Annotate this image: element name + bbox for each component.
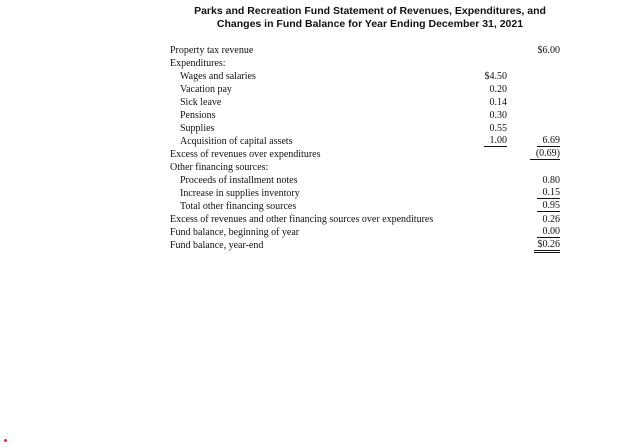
- row-label: Property tax revenue: [170, 45, 254, 56]
- amount-detail: 0.30: [489, 110, 507, 121]
- amount-detail: 1.00: [484, 135, 508, 147]
- statement-row: [170, 226, 562, 239]
- statement-row: [170, 213, 562, 226]
- amount-total: 0.15: [537, 187, 561, 199]
- amount-total: $0.26: [534, 239, 561, 253]
- row-label: Supplies: [180, 123, 215, 134]
- statement-row: [170, 187, 562, 200]
- statement-row: [170, 44, 562, 57]
- statement-row: [170, 109, 562, 122]
- row-label: Vacation pay: [180, 84, 232, 95]
- marker-dot: [4, 439, 7, 442]
- title-line-2: Changes in Fund Balance for Year Ending December 31, 2021: [216, 18, 524, 30]
- row-label: Increase in supplies inventory: [180, 188, 300, 199]
- statement-row: [170, 122, 562, 135]
- row-label: Wages and salaries: [180, 71, 256, 82]
- row-label: Fund balance, year-end: [170, 240, 264, 251]
- statement-row: [170, 148, 562, 161]
- statement-row: [170, 57, 562, 70]
- amount-detail: 0.14: [489, 97, 507, 108]
- statement-row: [170, 96, 562, 109]
- amount-detail: 0.20: [489, 84, 507, 95]
- amount-total: (0.69): [530, 148, 560, 160]
- amount-total: 0.26: [542, 214, 560, 225]
- statement-row: [170, 161, 562, 174]
- amount-detail: 0.55: [489, 123, 507, 134]
- row-label: Pensions: [180, 110, 216, 121]
- row-label: Expenditures:: [170, 58, 226, 69]
- row-label: Excess of revenues over expenditures: [170, 149, 321, 160]
- row-label: Excess of revenues and other financing sources over expenditures: [170, 214, 434, 225]
- amount-detail: $4.50: [484, 71, 507, 82]
- title-line-1: Parks and Recreation Fund Statement of Revenues, Expenditures, and: [194, 5, 546, 17]
- row-label: Other financing sources:: [170, 162, 269, 173]
- amount-total: $6.00: [537, 45, 560, 56]
- statement-table: [170, 44, 562, 252]
- statement-row: [170, 70, 562, 83]
- statement-row: [170, 239, 562, 252]
- row-label: Sick leave: [180, 97, 222, 108]
- statement-row: [170, 200, 562, 213]
- statement-title: [150, 5, 590, 31]
- amount-total: 0.80: [542, 175, 560, 186]
- row-label: Proceeds of installment notes: [180, 175, 298, 186]
- statement-row: [170, 135, 562, 148]
- amount-total: 0.95: [537, 200, 561, 212]
- statement-row: [170, 83, 562, 96]
- statement-row: [170, 174, 562, 187]
- row-label: Total other financing sources: [180, 201, 297, 212]
- row-label: Fund balance, beginning of year: [170, 227, 300, 238]
- amount-total: 6.69: [537, 135, 561, 147]
- amount-total: 0.00: [537, 226, 561, 238]
- row-label: Acquisition of capital assets: [180, 136, 293, 147]
